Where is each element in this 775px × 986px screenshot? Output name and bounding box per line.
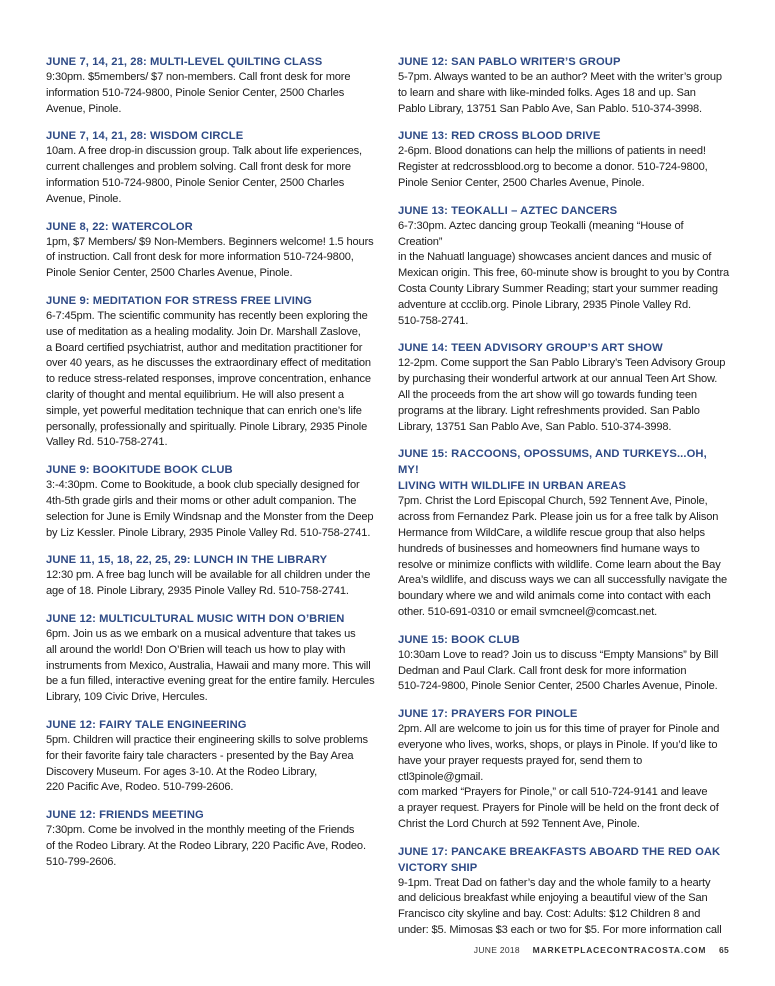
event-description: 5pm. Children will practice their engineering skills to solve problems for their favorite fairy tale characters - presented by the Bay Area Discovery Museum. For ages 3-10. At the Rodeo Library, 220 Pacific Ave, Rodeo. 510-799-2606. — [46, 733, 368, 794]
event-description: 12:30 pm. A free bag lunch will be available for all children under the age of 18. Pinole Library, 2935 Pinole Valley Rd. 510-758-2741. — [46, 569, 371, 598]
event-title: JUNE 12: MULTICULTURAL MUSIC WITH DON O’BRIEN — [46, 612, 345, 625]
event-listing — [46, 293, 378, 451]
event-description: 10:30am Love to read? Join us to discuss “Empty Mansions” by Bill Dedman and Paul Clark. Call front desk for more information 510-724-9800, Pinole Senior Center, 2500 Charles Avenue, Pinole. — [398, 648, 719, 693]
event-listing — [398, 203, 730, 330]
event-description: 2pm. All are welcome to join us for this time of prayer for Pinole and everyone who lives, works, shops, or plays in Pinole. If you’d like to have your prayer requests prayed for, send them to ctl3pinole@gmail. com marked “Prayers for Pinole,” or call 510-724-9141 and leave a prayer request. Prayers for Pinole will be held on the front deck of Christ the Lord Church at 592 Tennent Ave, Pinole. — [398, 723, 720, 830]
page-number: 65 — [718, 945, 729, 955]
event-title: JUNE 15: BOOK CLUB — [398, 633, 520, 646]
event-description: 6-7:45pm. The scientific community has recently been exploring the use of meditation as a healing modality. Join Dr. Marshall Zaslove, a Board certified psychiatrist, author and meditation practitioner for over 40 years, as he discusses the extraordinary effect of meditation to reduce stress-related responses, improve concentration, enhance clarity of thought and mental equilibrium. He will also present a simple, yet powerful meditation technique that can enrich one’s life personally, professionally and spiritually. Pinole Library, 2935 Pinole Valley Rd. 510-758-2741. — [46, 309, 371, 449]
event-listing — [46, 54, 378, 117]
event-listing — [398, 632, 730, 695]
event-listing — [46, 552, 378, 600]
event-title: JUNE 13: RED CROSS BLOOD DRIVE — [398, 130, 601, 143]
event-title: JUNE 9: BOOKITUDE BOOK CLUB — [46, 464, 233, 477]
event-listing — [46, 219, 378, 282]
event-title: JUNE 12: FAIRY TALE ENGINEERING — [46, 718, 247, 731]
event-title: JUNE 17: PRAYERS FOR PINOLE — [398, 708, 578, 721]
event-description: 7pm. Christ the Lord Episcopal Church, 592 Tennent Ave, Pinole, across from Fernandez Park. Please join us for a free talk by Alison Hermance from WildCare, a wildlife rescue group that also helps hundreds of businesses and homeowners find humane ways to resolve or minimize conflicts with wildlife. Come learn about the Bay Area’s wildlife, and discuss ways we can all successfully navigate the boundary where we and wild animals come into contact with each other. 510-691-0310 or email svmcneel@comcast.net. — [398, 495, 728, 618]
event-listing — [398, 706, 730, 833]
event-listing — [398, 54, 730, 117]
event-description: 3:-4:30pm. Come to Bookitude, a book club specially designed for 4th-5th grade girls and their moms or other adult companion. The selection for June is Emily Windsnap and the Monster from the Deep by Liz Kessler. Pinole Library, 2935 Pinole Valley Rd. 510-758-2741. — [46, 479, 374, 539]
footer-issue: JUNE 2018 — [473, 945, 520, 955]
event-title: JUNE 9: MEDITATION FOR STRESS FREE LIVING — [46, 294, 312, 307]
event-listing — [46, 717, 378, 796]
event-title: JUNE 7, 14, 21, 28: MULTI-LEVEL QUILTING CLASS — [46, 56, 323, 68]
right-column — [398, 54, 730, 950]
event-listing — [398, 844, 730, 939]
event-description: 2-6pm. Blood donations can help the millions of patients in need! Register at redcrossblood.org to become a donor. 510-724-9800, Pinole Senior Center, 2500 Charles Avenue, Pinole. — [398, 145, 708, 189]
event-title: JUNE 12: SAN PABLO WRITER’S GROUP — [398, 56, 621, 68]
event-description: 9-1pm. Treat Dad on father’s day and the whole family to a hearty and delicious breakfast while enjoying a beautiful view of the San Francisco city skyline and bay. Cost: Adults: $12 Children 8 and under: $5. Mimosas $3 each or two for $5. For more information call — [398, 876, 722, 937]
event-title: JUNE 12: FRIENDS MEETING — [46, 809, 204, 822]
event-description: 9:30pm. $5members/ $7 non-members. Call front desk for more information 510-724-9800, Pinole Senior Center, 2500 Charles Avenue, Pinole. — [46, 71, 351, 115]
event-description: 10am. A free drop-in discussion group. Talk about life experiences, current challenges and problem solving. Call front desk for more information 510-724-9800, Pinole Senior Center, 2500 Charles Avenue, Pinole. — [46, 145, 362, 205]
event-listing — [46, 462, 378, 541]
event-description: 5-7pm. Always wanted to be an author? Meet with the writer’s group to learn and share with like-minded folks. Ages 18 and up. San Pablo Library, 13751 San Pablo Ave, San Pablo. 510-374-3998. — [398, 71, 722, 115]
event-title: JUNE 14: TEEN ADVISORY GROUP’S ART SHOW — [398, 342, 663, 355]
event-description: 6-7:30pm. Aztec dancing group Teokalli (meaning “House of Creation” in the Nahuatl language) showcases ancient dances and music of Mexican origin. This free, 60-minute show is brought to you by Contra Costa County Library Summer Reading; start your summer reading adventure at ccclib.org. Pinole Library, 2935 Pinole Valley Rd. 510-758-2741. — [398, 219, 730, 327]
event-listing — [46, 611, 378, 706]
event-listing — [398, 340, 730, 435]
event-description: 1pm, $7 Members/ $9 Non-Members. Beginners welcome! 1.5 hours of instruction. Call front desk for more information 510-724-9800, Pinole Senior Center, 2500 Charles Avenue, Pinole. — [46, 235, 374, 280]
event-listing — [46, 807, 378, 870]
page-footer — [464, 945, 729, 955]
left-column — [46, 54, 378, 881]
footer-site: MARKETPLACECONTRACOSTA.COM — [532, 945, 707, 955]
event-listing — [398, 446, 730, 620]
event-title: JUNE 13: TEOKALLI – AZTEC DANCERS — [398, 204, 618, 217]
event-title: JUNE 17: PANCAKE BREAKFASTS ABOARD THE RED OAK VICTORY SHIP — [398, 845, 721, 874]
event-description: 7:30pm. Come be involved in the monthly meeting of the Friends of the Rodeo Library. At the Rodeo Library, 220 Pacific Ave, Rodeo. 510-799-2606. — [46, 824, 366, 868]
event-title: JUNE 7, 14, 21, 28: WISDOM CIRCLE — [46, 130, 244, 143]
event-title: JUNE 8, 22: WATERCOLOR — [46, 220, 193, 233]
event-description: 12-2pm. Come support the San Pablo Library’s Teen Advisory Group by purchasing their wonderful artwork at our annual Teen Art Show. All the proceeds from the art show will go towards funding teen programs at the library. Light refreshments provided. San Pablo Library, 13751 San Pablo Ave, San Pablo. 510-374-3998. — [398, 357, 726, 433]
event-title: JUNE 15: RACCOONS, OPOSSUMS, AND TURKEYS...OH, MY! LIVING WITH WILDLIFE IN URBAN AREAS — [398, 448, 707, 493]
event-listing — [398, 128, 730, 191]
event-title: JUNE 11, 15, 18, 22, 25, 29: LUNCH IN THE LIBRARY — [46, 554, 328, 567]
event-description: 6pm. Join us as we embark on a musical adventure that takes us all around the world! Don O’Brien will teach us how to play with instruments from Mexico, Australia, Hawaii and many more. This will be a fun filled, interactive evening great for the entire family. Hercules Library, 109 Civic Drive, Hercules. — [46, 627, 375, 704]
event-listing — [46, 128, 378, 207]
